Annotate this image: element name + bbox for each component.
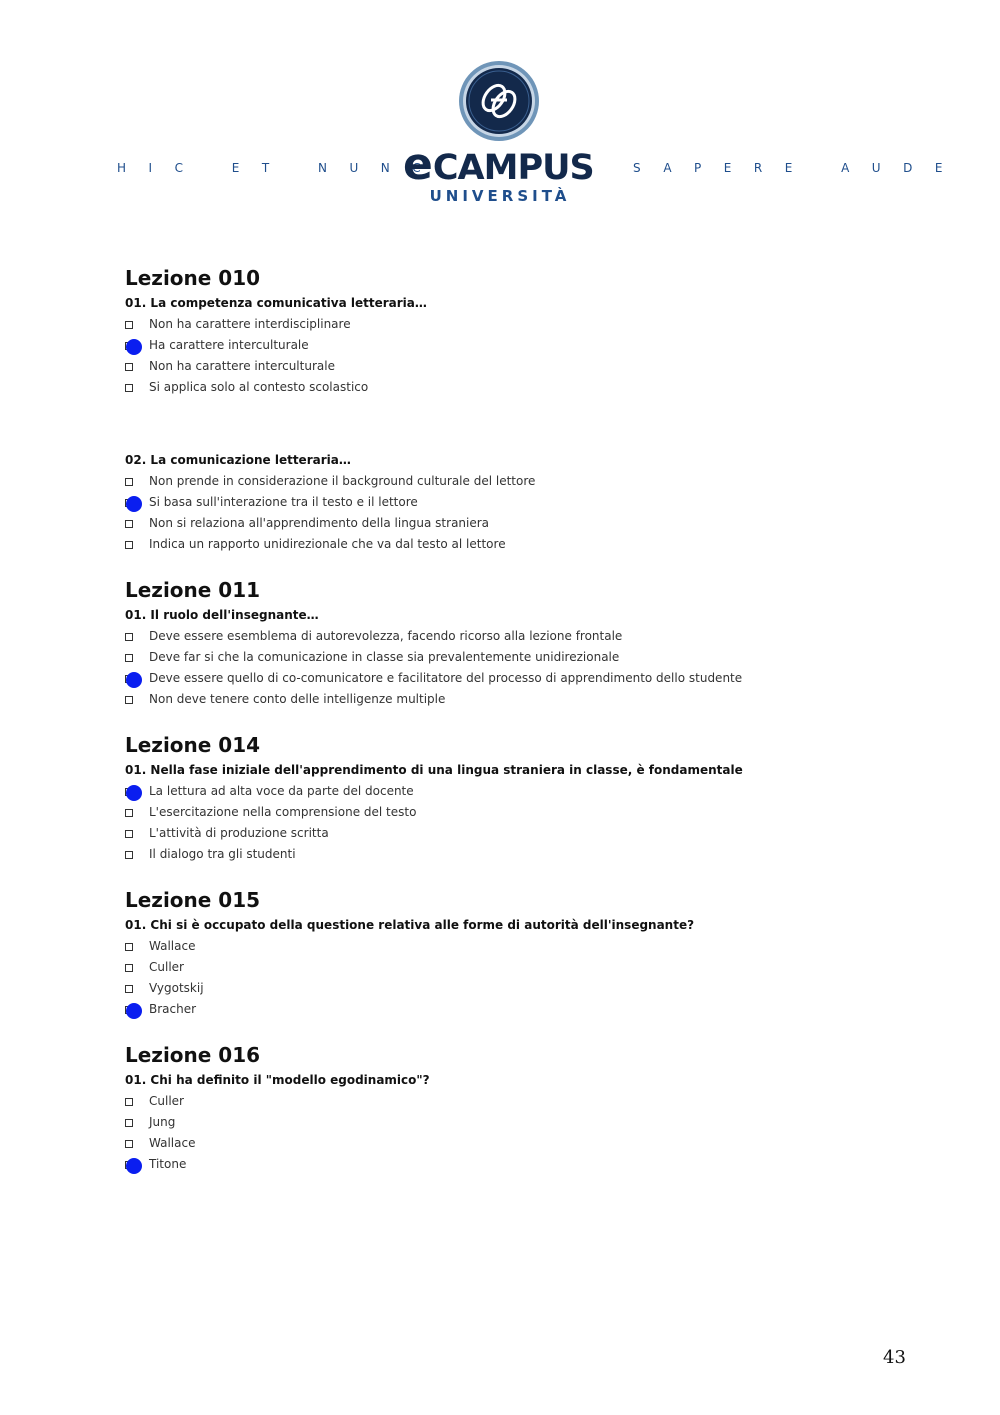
selected-answer-marker-icon: [126, 496, 142, 512]
answer-list: [125, 626, 905, 710]
checkbox-icon[interactable]: [125, 964, 133, 972]
answer-text: Jung: [149, 1115, 176, 1129]
question: [125, 915, 905, 1020]
question-text: 01. Nella fase iniziale dell'apprendimento di una lingua straniera in classe, è fondamentale: [125, 763, 743, 777]
lesson-title: Lezione 016: [125, 1043, 261, 1067]
checkbox-icon[interactable]: [125, 851, 133, 859]
answer-list: [125, 314, 905, 398]
answer-list: [125, 471, 905, 555]
answer-option[interactable]: [125, 492, 905, 513]
answer-option[interactable]: [125, 999, 905, 1020]
answer-text: Si applica solo al contesto scolastico: [149, 380, 369, 394]
answer-option[interactable]: [125, 844, 905, 865]
question-text: 01. La competenza comunicativa letteraria…: [125, 296, 427, 310]
selected-answer-marker-icon: [126, 672, 142, 688]
question-text: 01. Chi si è occupato della questione relativa alle forme di autorità dell'insegnante?: [125, 918, 695, 932]
answer-list: [125, 1091, 905, 1175]
question: [125, 293, 905, 398]
selected-answer-marker-icon: [126, 1158, 142, 1174]
answer-text: Il dialogo tra gli studenti: [149, 847, 296, 861]
answer-text: Si basa sull'interazione tra il testo e il lettore: [149, 495, 418, 509]
university-seal-icon: [458, 60, 540, 142]
answer-text: Non ha carattere interculturale: [149, 359, 335, 373]
lesson-title: Lezione 011: [125, 578, 261, 602]
checkbox-icon[interactable]: [125, 363, 133, 371]
checkbox-icon[interactable]: [125, 809, 133, 817]
question-text: 02. La comunicazione letteraria…: [125, 453, 351, 467]
lesson-title: Lezione 010: [125, 266, 261, 290]
answer-text: L'attività di produzione scritta: [149, 826, 329, 840]
answer-option[interactable]: [125, 647, 905, 668]
answer-text: Bracher: [149, 1002, 197, 1016]
answer-option[interactable]: [125, 1091, 905, 1112]
answer-option[interactable]: [125, 936, 905, 957]
answer-text: Deve essere quello di co-comunicatore e facilitatore del processo di apprendimento dello studente: [149, 671, 743, 685]
answer-text: Indica un rapporto unidirezionale che va dal testo al lettore: [149, 537, 506, 551]
lesson-section: [125, 263, 905, 555]
answer-option[interactable]: [125, 377, 905, 398]
brand-campus: CAMPUS: [432, 148, 594, 188]
selected-answer-marker-icon: [126, 785, 142, 801]
answer-option[interactable]: [125, 534, 905, 555]
lesson-section: [125, 1040, 905, 1175]
brand-e: e: [403, 139, 433, 190]
answer-option[interactable]: [125, 668, 905, 689]
answer-option[interactable]: [125, 781, 905, 802]
answer-text: Deve essere esemblema di autorevolezza, facendo ricorso alla lezione frontale: [149, 629, 623, 643]
answer-option[interactable]: [125, 335, 905, 356]
answer-text: Vygotskij: [149, 981, 204, 995]
answer-option[interactable]: [125, 957, 905, 978]
answer-text: Non prende in considerazione il background culturale del lettore: [149, 474, 536, 488]
answer-option[interactable]: [125, 978, 905, 999]
page-number: 43: [883, 1347, 906, 1368]
checkbox-icon[interactable]: [125, 541, 133, 549]
answer-text: Titone: [149, 1157, 187, 1171]
checkbox-icon[interactable]: [125, 985, 133, 993]
question: [125, 605, 905, 710]
checkbox-icon[interactable]: [125, 321, 133, 329]
checkbox-icon[interactable]: [125, 384, 133, 392]
checkbox-icon[interactable]: [125, 943, 133, 951]
checkbox-icon[interactable]: [125, 696, 133, 704]
answer-option[interactable]: [125, 689, 905, 710]
answer-option[interactable]: [125, 314, 905, 335]
checkbox-icon[interactable]: [125, 1119, 133, 1127]
answer-list: [125, 936, 905, 1020]
brand-wordmark: [403, 139, 598, 190]
answer-list: [125, 781, 905, 865]
answer-option[interactable]: [125, 471, 905, 492]
answer-text: Wallace: [149, 939, 196, 953]
lesson-title: Lezione 015: [125, 888, 261, 912]
answer-text: Non ha carattere interdisciplinare: [149, 317, 351, 331]
question-text: 01. Il ruolo dell'insegnante…: [125, 608, 319, 622]
quiz-content: [125, 263, 905, 1175]
checkbox-icon[interactable]: [125, 478, 133, 486]
answer-option[interactable]: [125, 823, 905, 844]
lesson-section: [125, 730, 905, 865]
page-header: [0, 0, 1000, 230]
answer-option[interactable]: [125, 1133, 905, 1154]
answer-text: Deve far si che la comunicazione in classe sia prevalentemente unidirezionale: [149, 650, 620, 664]
answer-text: La lettura ad alta voce da parte del docente: [149, 784, 414, 798]
answer-option[interactable]: [125, 1112, 905, 1133]
checkbox-icon[interactable]: [125, 654, 133, 662]
checkbox-icon[interactable]: [125, 633, 133, 641]
answer-text: L'esercitazione nella comprensione del testo: [149, 805, 417, 819]
brand-subtitle: UNIVERSITÀ: [429, 187, 571, 205]
answer-text: Culler: [149, 1094, 184, 1108]
checkbox-icon[interactable]: [125, 520, 133, 528]
answer-text: Culler: [149, 960, 184, 974]
answer-option[interactable]: [125, 802, 905, 823]
selected-answer-marker-icon: [126, 339, 142, 355]
selected-answer-marker-icon: [126, 1003, 142, 1019]
question-text: 01. Chi ha definito il "modello egodinamico"?: [125, 1073, 430, 1087]
motto-right: SAPERE AUDE: [633, 161, 965, 175]
checkbox-icon[interactable]: [125, 1140, 133, 1148]
question: [125, 1070, 905, 1175]
answer-option[interactable]: [125, 356, 905, 377]
answer-option[interactable]: [125, 513, 905, 534]
motto-left: HIC ET NUNC: [117, 161, 444, 175]
answer-text: Wallace: [149, 1136, 196, 1150]
answer-option[interactable]: [125, 626, 905, 647]
answer-text: Non deve tenere conto delle intelligenze multiple: [149, 692, 446, 706]
answer-text: Non si relaziona all'apprendimento della lingua straniera: [149, 516, 490, 530]
answer-text: Ha carattere interculturale: [149, 338, 309, 352]
lesson-section: [125, 575, 905, 710]
lesson-title: Lezione 014: [125, 733, 261, 757]
checkbox-icon[interactable]: [125, 830, 133, 838]
question: [125, 760, 905, 865]
answer-option[interactable]: [125, 1154, 905, 1175]
checkbox-icon[interactable]: [125, 1098, 133, 1106]
question: [125, 450, 905, 555]
lesson-section: [125, 885, 905, 1020]
